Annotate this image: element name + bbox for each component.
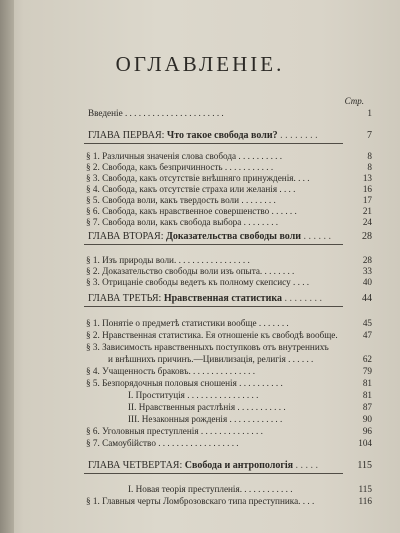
toc-page-number: 28 <box>362 231 372 242</box>
toc-page-number: 81 <box>362 390 372 400</box>
chapter-label: ГЛАВА ТРЕТЬЯ: <box>88 293 162 304</box>
toc-entry-title: I. Проституція . . . . . . . . . . . . . . . . <box>128 390 259 400</box>
toc-page-number: 104 <box>358 438 372 448</box>
toc-chapter-heading <box>0 460 400 472</box>
toc-entry-title <box>88 130 318 142</box>
toc-page-number: 81 <box>362 378 372 388</box>
toc-entry <box>0 353 400 365</box>
toc-entry-title: Введеніе . . . . . . . . . . . . . . . . . . . . . . <box>88 108 224 118</box>
toc-entry-title <box>88 231 331 243</box>
chapter-title: Доказательства свободы воли <box>165 231 302 242</box>
toc-entry-title <box>88 293 322 305</box>
leader-dots: . . . . . . <box>303 231 332 242</box>
toc-entry <box>0 413 400 425</box>
toc-entry <box>0 483 400 495</box>
toc-entry <box>0 377 400 389</box>
toc-entry <box>0 365 400 377</box>
toc-entry-title: § 3. Отрицаніе свободы ведетъ къ полному скепсису . . . . <box>86 277 310 287</box>
chapter-label: ГЛАВА ВТОРАЯ: <box>88 231 164 242</box>
page-title: ОГЛАВЛЕНІЕ. <box>115 52 285 76</box>
toc-page-number: 24 <box>362 217 372 227</box>
page-column-header: Стр. <box>344 96 364 106</box>
chapter-rule <box>84 143 343 144</box>
toc-page-number: 8 <box>367 162 372 172</box>
toc-page-number: 47 <box>362 330 372 340</box>
chapter-title: Что такое свобода воли? <box>166 130 278 141</box>
toc-entry-title: § 5. Безпорядочныя половыя сношенія . . . . . . . . . . <box>86 378 283 388</box>
toc-entry <box>0 329 400 341</box>
toc-entry <box>0 389 400 401</box>
toc-entry-title: § 6. Уголовныя преступленія . . . . . . . . . . . . . . <box>86 426 263 436</box>
toc-entry <box>0 401 400 413</box>
toc-entry-title: § 1. Изъ природы воли. . . . . . . . . . . . . . . . . <box>86 255 250 265</box>
toc-entry-title: § 3. Свобода, какъ отсутствіе внѣшняго принужденія. . . . <box>86 173 310 183</box>
toc-entry-title: II. Нравственныя растлѣнія . . . . . . . . . . . <box>128 402 286 412</box>
toc-entry-title: § 4. Свобода, какъ отсутствіе страха или желанія . . . . <box>86 184 296 194</box>
toc-page-number: 8 <box>367 151 372 161</box>
toc-page-number: 17 <box>362 195 372 205</box>
toc-page-number: 21 <box>362 206 372 216</box>
leader-dots: . . . . . . . . <box>284 293 322 304</box>
toc-entry-title: III. Незаконныя рожденія . . . . . . . . . . . . <box>128 414 283 424</box>
toc-entry <box>0 107 400 119</box>
chapter-label: ГЛАВА ЧЕТВЕРТАЯ: <box>88 460 183 471</box>
toc-entry-title: § 5. Свобода воли, какъ твердость воли . . . . . . . . <box>86 195 276 205</box>
toc-entry-title: § 1. Главныя черты Ломброзовскаго типа преступника. . . . <box>86 496 315 506</box>
toc-chapter-heading <box>0 231 400 243</box>
toc-page-number: 28 <box>362 255 372 265</box>
chapter-rule <box>84 244 343 245</box>
toc-entry <box>0 317 400 329</box>
toc-page-number: 16 <box>362 184 372 194</box>
toc-page-number: 33 <box>362 266 372 276</box>
toc-page-number: 40 <box>362 277 372 287</box>
toc-entry-title: § 2. Свобода, какъ безпричинность . . . . . . . . . . . <box>86 162 274 172</box>
toc-entry <box>0 341 400 353</box>
toc-entry-title <box>88 460 318 472</box>
chapter-rule <box>84 473 343 474</box>
toc-page-number: 45 <box>362 318 372 328</box>
toc-page-number: 79 <box>362 366 372 376</box>
toc-page-number: 96 <box>362 426 372 436</box>
toc-page-number: 116 <box>358 496 372 506</box>
toc-entry-title: § 7. Свобода воли, какъ свобода выбора . . . . . . . . <box>86 217 279 227</box>
toc-entry-title: § 2. Нравственная статистика. Ея отношеніе къ свободѣ вообще. <box>86 330 338 340</box>
toc-entry-title: § 1. Различныя значенія слова свобода . . . . . . . . . . <box>86 151 283 161</box>
toc-page-number: 115 <box>358 484 372 494</box>
toc-entry-title: § 1. Понятіе о предметѣ статистики вообще . . . . . . . <box>86 318 289 328</box>
toc-entry <box>0 276 400 288</box>
toc-page-number: 115 <box>357 460 372 471</box>
toc-page-number: 90 <box>362 414 372 424</box>
toc-chapter-heading <box>0 130 400 142</box>
toc-page-number: 7 <box>367 130 372 141</box>
chapter-title: Свобода и антропологія <box>184 460 294 471</box>
toc-chapter-heading <box>0 293 400 305</box>
toc-page-number: 1 <box>367 108 372 118</box>
chapter-label: ГЛАВА ПЕРВАЯ: <box>88 130 165 141</box>
toc-entry-title: и внѣшнихъ причинъ.—Цивилизація, религія . . . . . . <box>108 354 314 364</box>
toc-page-number: 44 <box>362 293 372 304</box>
toc-entry-title: I. Новая теорія преступленія. . . . . . . . . . . . <box>128 484 293 494</box>
leader-dots: . . . . . . . . <box>280 130 318 141</box>
toc-entry-title: § 2. Доказательство свободы воли изъ опыта. . . . . . . . <box>86 266 295 276</box>
toc-entry-title: § 7. Самоубійство . . . . . . . . . . . . . . . . . . <box>86 438 239 448</box>
toc-entry <box>0 216 400 228</box>
toc-entry-title: § 6. Свобода, какъ нравственное совершенство . . . . . . <box>86 206 297 216</box>
toc-entry <box>0 425 400 437</box>
toc-page-number: 87 <box>362 402 372 412</box>
toc-entry <box>0 437 400 449</box>
toc-entry-title: § 3. Зависимость нравственныхъ поступковъ отъ внутреннихъ <box>86 342 329 352</box>
chapter-title: Нравственная статистика <box>163 293 282 304</box>
toc-entry-title: § 4. Учащенность браковъ. . . . . . . . . . . . . . . <box>86 366 256 376</box>
toc-page-number: 62 <box>362 354 372 364</box>
leader-dots: . . . . . <box>295 460 319 471</box>
chapter-rule <box>84 306 343 307</box>
toc-entry <box>0 495 400 507</box>
toc-page-number: 13 <box>362 173 372 183</box>
